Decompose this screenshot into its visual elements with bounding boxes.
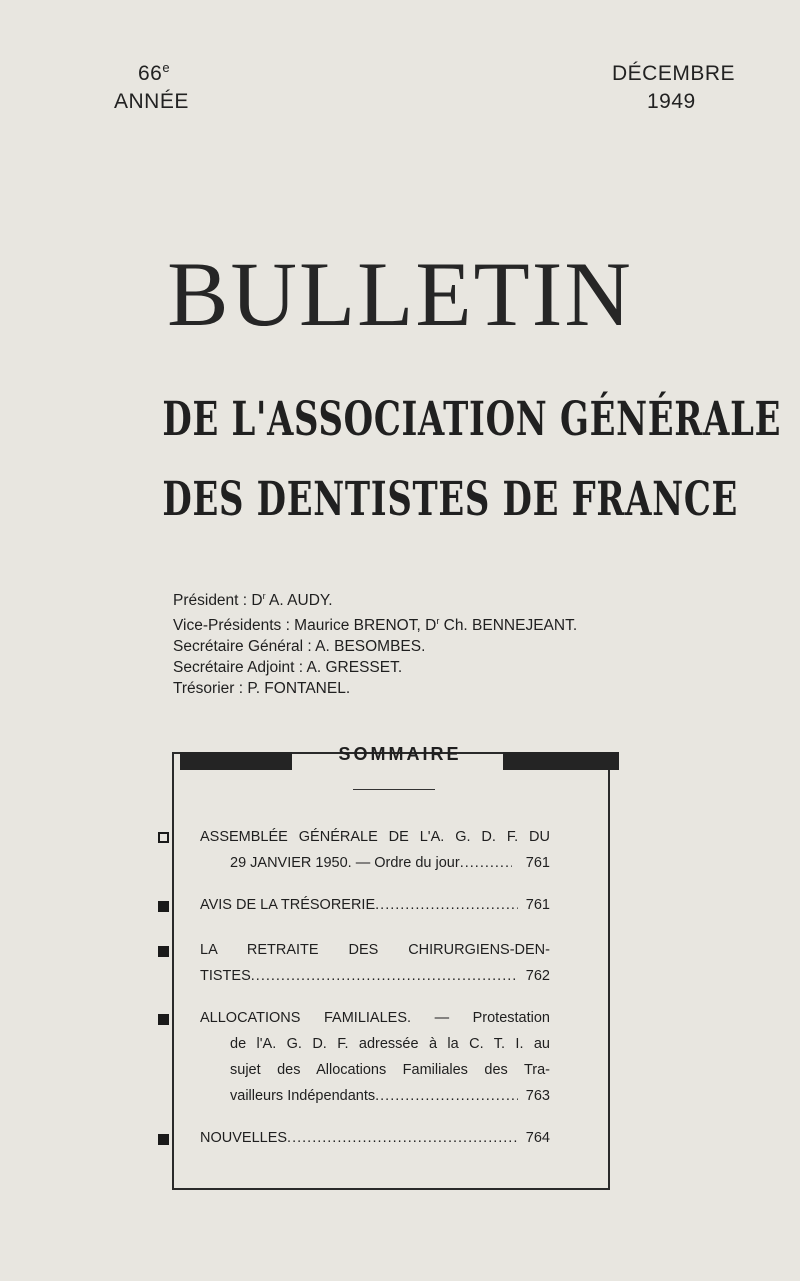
edition-suffix: e [162, 60, 171, 75]
entry-line: ALLOCATIONS FAMILIALES. — Protestation [200, 1010, 550, 1026]
officer-vice-presidents [173, 611, 577, 636]
entry-page: 761 [525, 897, 550, 913]
officer-title-sup: r [262, 591, 266, 601]
officers-list [173, 586, 577, 699]
sommaire-heading: SOMMAIRE [338, 744, 462, 764]
bullet-square-icon [158, 946, 169, 957]
leader-dots [460, 850, 512, 876]
entry-page: 763 [525, 1088, 550, 1104]
sommaire-bar-right [503, 752, 619, 770]
entry-title-end: NOUVELLES [200, 1130, 288, 1146]
officer-secretary-general: Secrétaire Général : A. BESOMBES. [173, 638, 426, 656]
officer-name: Ch. BENNEJEANT. [439, 617, 578, 635]
entry-title-end: vailleurs Indépendants [230, 1088, 376, 1104]
leader-dots [251, 963, 518, 989]
subtitle-line-2: DES DENTISTES DE FRANCE [162, 472, 739, 527]
entry-line: sujet des Allocations Familiales des Tra- [230, 1062, 550, 1078]
leader-dots [375, 892, 518, 918]
edition-number-value: 66 [138, 62, 163, 85]
officer-assistant-secretary: Secrétaire Adjoint : A. GRESSET. [173, 659, 403, 677]
officer-president [173, 586, 577, 611]
officer-role: Président : [173, 592, 252, 610]
entry-title-end: AVIS DE LA TRÉSORERIE [200, 897, 376, 913]
bullet-square-icon [158, 1014, 169, 1025]
entry-line: de l'A. G. D. F. adressée à la C. T. I. au [230, 1036, 550, 1052]
entry-line: ASSEMBLÉE GÉNÉRALE DE L'A. G. D. F. DU [200, 829, 550, 845]
officer-treasurer: Trésorier : P. FONTANEL. [173, 680, 351, 698]
entry-line: LA RETRAITE DES CHIRURGIENS-DEN- [200, 942, 550, 958]
entry-title-end: 29 JANVIER 1950. — Ordre du jour [230, 855, 460, 871]
edition-number [138, 60, 170, 86]
entry-page: 764 [525, 1130, 550, 1146]
officer-title-sup: r [436, 616, 440, 627]
issue-year: 1949 [647, 90, 696, 113]
officer-name: A. AUDY. [265, 592, 333, 610]
officer-title-prefix: D [251, 592, 263, 610]
edition-label: ANNÉE [114, 90, 189, 113]
sommaire-bar-left [180, 752, 292, 770]
issue-month: DÉCEMBRE [612, 62, 736, 85]
entry-page: 762 [525, 968, 550, 984]
sommaire-rule [353, 789, 435, 790]
bullet-square-icon [158, 1134, 169, 1145]
bullet-square-icon [158, 901, 169, 912]
leader-dots [287, 1125, 518, 1151]
leader-dots [375, 1083, 518, 1109]
entry-page: 761 [525, 855, 550, 871]
bullet-square-icon [158, 832, 169, 843]
officer-role: Vice-Présidents : Maurice BRENOT, [173, 617, 426, 635]
bulletin-title: BULLETIN [167, 243, 633, 345]
entry-title-end: TISTES [200, 968, 251, 984]
officer-title-prefix: D [425, 617, 437, 635]
subtitle-line-1: DE L'ASSOCIATION GÉNÉRALE [162, 392, 782, 447]
